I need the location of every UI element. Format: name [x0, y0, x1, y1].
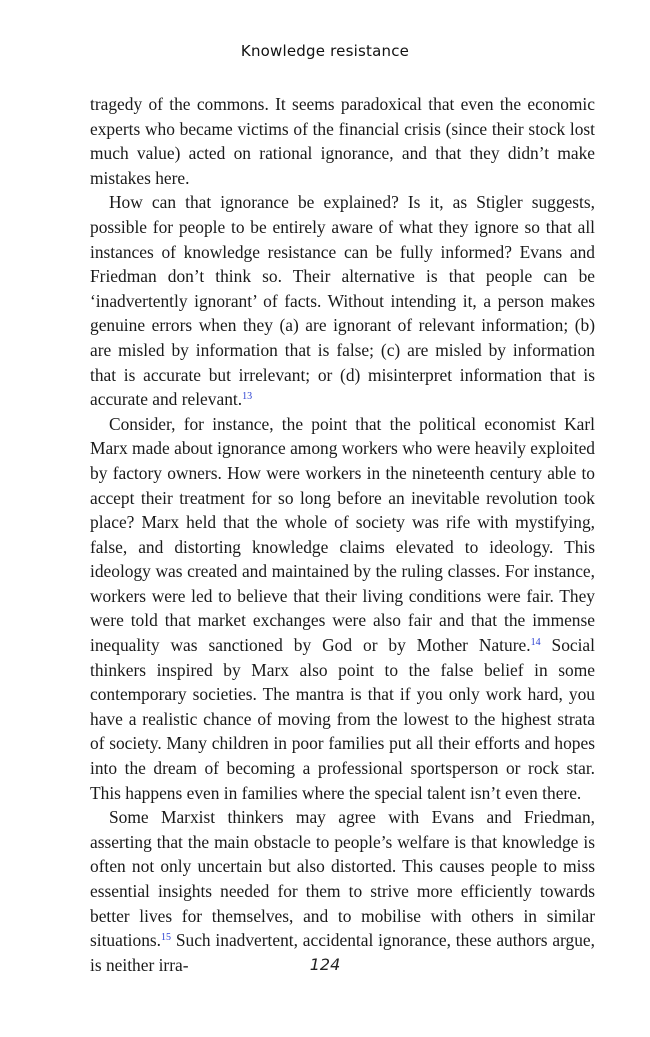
text-run: tragedy of the commons. It seems paradoxical that even the economic experts who became victims of the financial crisis (since their stock lost much value) acted on rational ignorance, and that they didn’t make mistakes here. — [90, 94, 595, 188]
page-number: 124 — [309, 955, 341, 974]
footnote-marker-15[interactable]: 15 — [161, 932, 172, 944]
text-run: Such inadvertent, accidental ignorance, these authors argue, is neither irra- — [90, 930, 595, 975]
paragraph-3 — [90, 412, 595, 806]
paragraph-4 — [90, 805, 595, 977]
paragraph-1 — [90, 92, 595, 190]
paragraph-2 — [90, 190, 595, 411]
text-run: Some Marxist thinkers may agree with Evans and Friedman, asserting that the main obstacle to people’s welfare is that knowledge is often not only uncertain but also distorted. This causes people to miss essential insights needed for them to strive more efficiently towards better lives for themselves, and to mobilise with others in similar situations. — [90, 807, 595, 951]
text-run: Social thinkers inspired by Marx also point to the false belief in some contemporary societies. The mantra is that if you only work hard, you have a realistic chance of moving from the lowest to the highest strata of society. Many children in poor families put all their efforts and hopes into the dream of becoming a professional sportsperson or rock star. This happens even in families where the special talent isn’t even there. — [90, 635, 595, 803]
text-run: Consider, for instance, the point that the political economist Karl Marx made about ignorance among workers who were heavily exploited by factory owners. How were workers in the nineteenth century able to accept their treatment for so long before an inevitable revolution took place? Marx held that the whole of society was rife with mystifying, false, and distorting knowledge claims elevated to ideology. This ideology was created and maintained by the ruling classes. For instance, workers were led to believe that their living conditions were fair. They were told that market exchanges were also fair and that the immense inequality was sanctioned by God or by Mother Nature. — [90, 413, 595, 656]
text-run: How can that ignorance be explained? Is it, as Stigler suggests, possible for people to be entirely aware of what they ignore so that all instances of knowledge resistance can be fully informed? Evans and Friedman don’t think so. Their alternative is that people can be ‘inadvertently ignorant’ of facts. Without intending it, a person makes genuine errors when they (a) are ignorant of relevant information; (b) are misled by information that is false; (c) are misled by information that is accurate but irrelevant; or (d) misinterpret information that is accurate and relevant. — [90, 192, 595, 410]
running-head: Knowledge resistance — [240, 42, 410, 60]
body-text — [90, 92, 595, 977]
footnote-marker-14[interactable]: 14 — [530, 637, 541, 649]
footnote-marker-13[interactable]: 13 — [242, 391, 253, 403]
